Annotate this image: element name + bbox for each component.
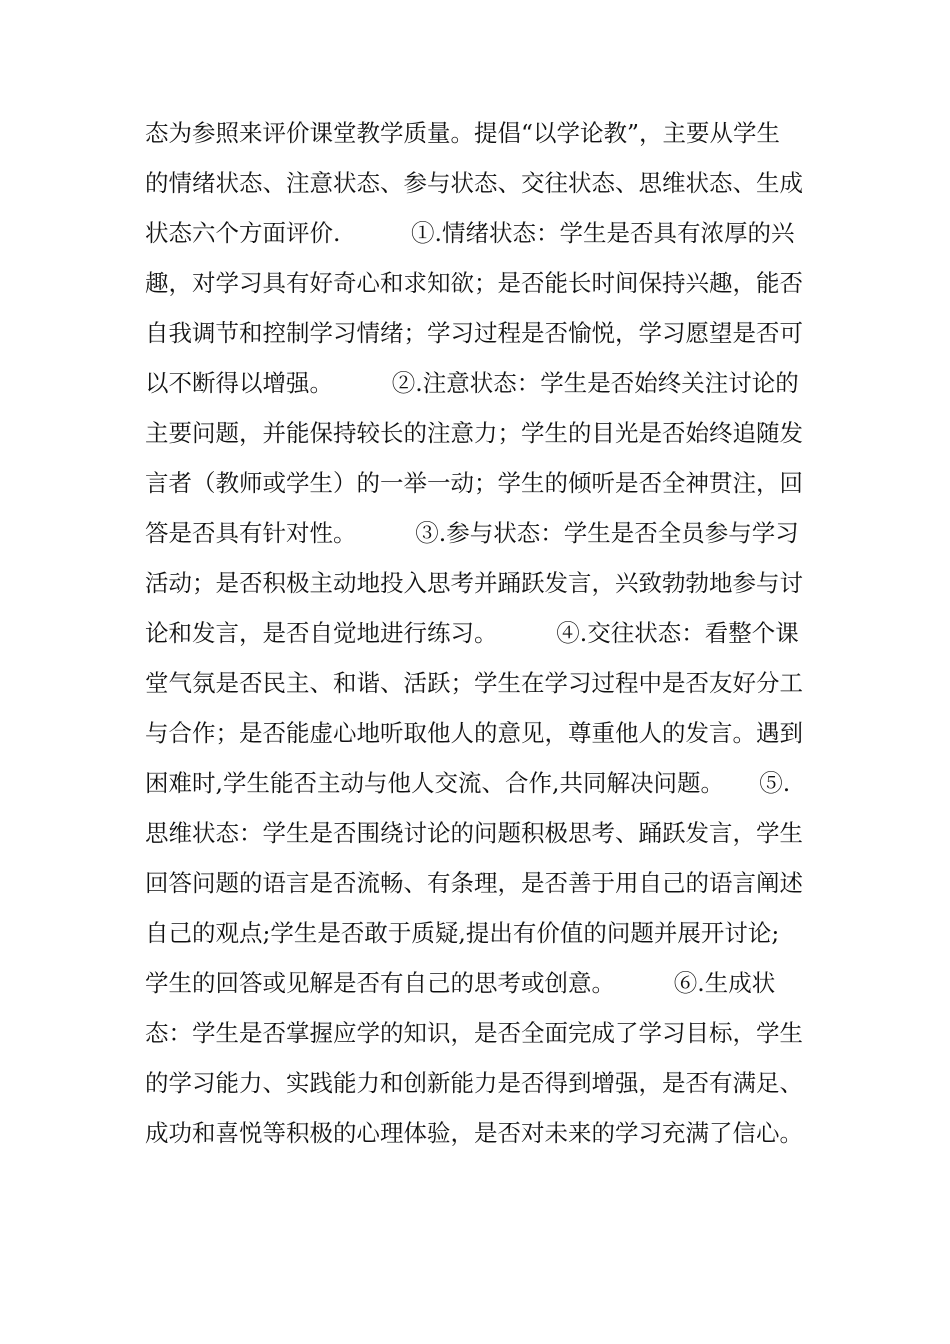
text-line-18: 学生的回答或见解是否有自己的思考或创意。 ⑥.生成状 xyxy=(145,969,776,997)
text-line-16: 回答问题的语言是否流畅、有条理，是否善于用自己的语言阐述 xyxy=(145,869,803,897)
text-line-17: 自己的观点;学生是否敢于质疑,提出有价值的问题并展开讨论; xyxy=(145,919,780,947)
text-line-2: 的情绪状态、注意状态、参与状态、交往状态、思维状态、生成 xyxy=(145,169,803,197)
text-line-9: 答是否具有针对性。 ③.参与状态：学生是否全员参与学习 xyxy=(145,519,799,547)
text-line-3: 状态六个方面评价. ①.情绪状态：学生是否具有浓厚的兴 xyxy=(145,219,795,247)
text-line-12: 堂气氛是否民主、和谐、活跃；学生在学习过程中是否友好分工 xyxy=(145,669,803,697)
text-line-10: 活动；是否积极主动地投入思考并踊跃发言，兴致勃勃地参与讨 xyxy=(145,569,803,597)
text-line-1: 态为参照来评价课堂教学质量。提倡“以学论教”，主要从学生 xyxy=(145,119,781,147)
text-line-19: 态：学生是否掌握应学的知识，是否全面完成了学习目标，学生 xyxy=(145,1019,803,1047)
text-line-21: 成功和喜悦等积极的心理体验，是否对未来的学习充满了信心。 xyxy=(145,1119,803,1147)
text-line-8: 言者（教师或学生）的一举一动；学生的倾听是否全神贯注，回 xyxy=(145,469,803,497)
text-line-4: 趣，对学习具有好奇心和求知欲；是否能长时间保持兴趣，能否 xyxy=(145,269,803,297)
text-line-14: 困难时,学生能否主动与他人交流、合作,共同解决问题。 ⑤. xyxy=(145,769,791,797)
text-line-5: 自我调节和控制学习情绪；学习过程是否愉悦，学习愿望是否可 xyxy=(145,319,803,347)
text-line-13: 与合作；是否能虚心地听取他人的意见，尊重他人的发言。遇到 xyxy=(145,719,803,747)
text-line-6: 以不断得以增强。 ②.注意状态：学生是否始终关注讨论的 xyxy=(145,369,799,397)
body-text xyxy=(145,108,825,1158)
text-line-11: 论和发言，是否自觉地进行练习。 ④.交往状态：看整个课 xyxy=(145,619,799,647)
text-line-20: 的学习能力、实践能力和创新能力是否得到增强，是否有满足、 xyxy=(145,1069,803,1097)
text-line-15: 思维状态：学生是否围绕讨论的问题积极思考、踊跃发言，学生 xyxy=(145,819,803,847)
text-line-7: 主要问题，并能保持较长的注意力；学生的目光是否始终追随发 xyxy=(145,419,803,447)
